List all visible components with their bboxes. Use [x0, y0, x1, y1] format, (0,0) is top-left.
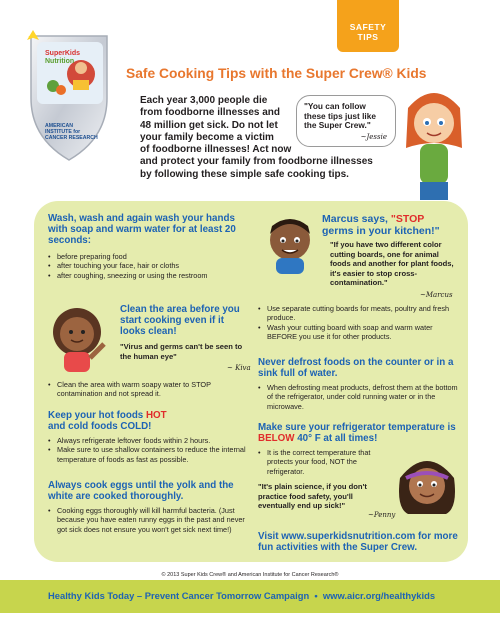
jessie-character-icon [398, 78, 470, 203]
list-item: • Use separate cutting boards for meats, poultry and fresh produce. [258, 304, 460, 323]
wash-heading: Wash, wash and again wash your hands with soap and warm water for at least 20 seconds: [48, 213, 236, 246]
intro-line-1: Each year 3,000 people die [140, 95, 268, 106]
intro-paragraph-end [140, 144, 380, 181]
hot-cold-list [48, 436, 253, 464]
list-item: • after coughing, sneezing or using the restroom [48, 271, 248, 280]
intro-line-7: by following these simple safe cooking tips. [140, 168, 349, 180]
fridge-heading-part-b: 40° F at all times! [294, 433, 378, 444]
list-item: • Wash your cutting board with soap and warm water BEFORE you use it for other products. [258, 323, 460, 342]
marcus-signature: ~Marcus [420, 291, 453, 299]
hot-cold-heading [48, 410, 248, 432]
tab-line-1: SAFETY [349, 22, 387, 32]
defrost-list [258, 383, 460, 411]
list-item: • after touching your face, hair or cloths [48, 261, 248, 270]
intro-line-3: 48 million get sick. Do not let [140, 119, 278, 131]
marcus-heading [322, 213, 462, 237]
badge-logo [45, 50, 80, 66]
hot-heading-hot: HOT [145, 410, 167, 421]
list-item: • Clean the area with warm soapy water to STOP contamination and not spread it. [48, 380, 253, 399]
jessie-speech-bubble [296, 95, 396, 147]
penny-quote: "It's plain science, if you don't practice food safety, you'll eventually end up sick!" [258, 482, 367, 510]
list-item: • It is the correct temperature that protects your food, NOT the refrigerator. [258, 448, 386, 476]
hot-heading-part-a: Keep your hot foods [48, 410, 146, 421]
clean-heading: Clean the area before you start cooking even if it looks clean! [120, 304, 240, 337]
badge-logo-line-1: SuperKids [45, 50, 81, 57]
penny-signature: ~Penny [368, 511, 396, 519]
intro-line-2: from foodborne illnesses and [140, 107, 281, 119]
tab-line-2: TIPS [357, 32, 379, 42]
penny-character-icon [392, 448, 462, 524]
intro-line-5: of foodborne illnesses! Act now [140, 144, 292, 155]
wash-list [48, 252, 248, 280]
fridge-heading-part-a: Make sure your refrigerator temperature is [258, 422, 456, 433]
list-item: • Make sure to use shallow containers to reduce the internal temperature of foods as fast as possible. [48, 445, 253, 464]
marcus-quote: "If you have two different color cutting boards, one for animal foods and another for plant foods, it's easier to stop cross-contamination." [330, 240, 454, 287]
intro-line-4: your family become a victim [140, 131, 274, 143]
marcus-heading-part-b: germs in your kitchen!" [322, 225, 440, 237]
kiva-signature: ~ Kiva [227, 364, 251, 372]
kiva-character-icon [44, 300, 110, 372]
page-title: Safe Cooking Tips with the Super Crew® Kids [126, 66, 427, 81]
jessie-signature: ~Jessie [360, 133, 387, 142]
marcus-character-icon [258, 210, 322, 274]
copyright: © 2013 Super Kids Crew® and American Institute for Cancer Research® [161, 572, 339, 578]
clean-quote: "Virus and germs can't be seen to the human eye" [120, 342, 243, 361]
shield-icon [25, 28, 113, 166]
marcus-heading-stop: "STOP [390, 213, 425, 225]
footer-campaign: Healthy Kids Today – Prevent Cancer Tomorrow Campaign • www.aicr.org/healthykids [48, 590, 436, 601]
safety-tips-tab [337, 0, 399, 52]
fridge-heading [258, 422, 463, 444]
list-item: • When defrosting meat products, defrost them at the bottom of the refrigerator, under cold running water or in the microwave. [258, 383, 460, 411]
list-item: • Always refrigerate leftover foods within 2 hours. [48, 436, 253, 445]
fridge-list [258, 448, 386, 476]
badge-org-text: AMERICAN INSTITUTE for CANCER RESEARCH [45, 123, 98, 141]
jessie-quote: "You can follow these tips just like the Super Crew." [304, 101, 376, 131]
marcus-heading-part-a: Marcus says, [322, 213, 391, 225]
clean-list [48, 380, 253, 399]
hot-heading-part-b: and cold foods COLD! [48, 421, 152, 432]
intro-line-6: and protect your family from foodborne illnesses [140, 156, 373, 168]
visit-link-text[interactable]: Visit www.superkidsnutrition.com for more fun activities with the Super Crew. [258, 531, 458, 553]
badge-shield [25, 28, 113, 166]
badge-logo-line-2: Nutrition [45, 58, 75, 65]
list-item: • Cooking eggs thoroughly will kill harmful bacteria. (Just because you have eaten runny eggs in the past and never got sick does not ensure you won't get sick next time!) [48, 506, 253, 534]
defrost-heading: Never defrost foods on the counter or in a sink full of water. [258, 357, 454, 379]
marcus-list [258, 304, 460, 342]
fridge-heading-below: BELOW [258, 433, 295, 444]
eggs-list [48, 506, 253, 534]
list-item: • before preparing food [48, 252, 248, 261]
eggs-heading: Always cook eggs until the yolk and the white are cooked thoroughly. [48, 480, 234, 502]
